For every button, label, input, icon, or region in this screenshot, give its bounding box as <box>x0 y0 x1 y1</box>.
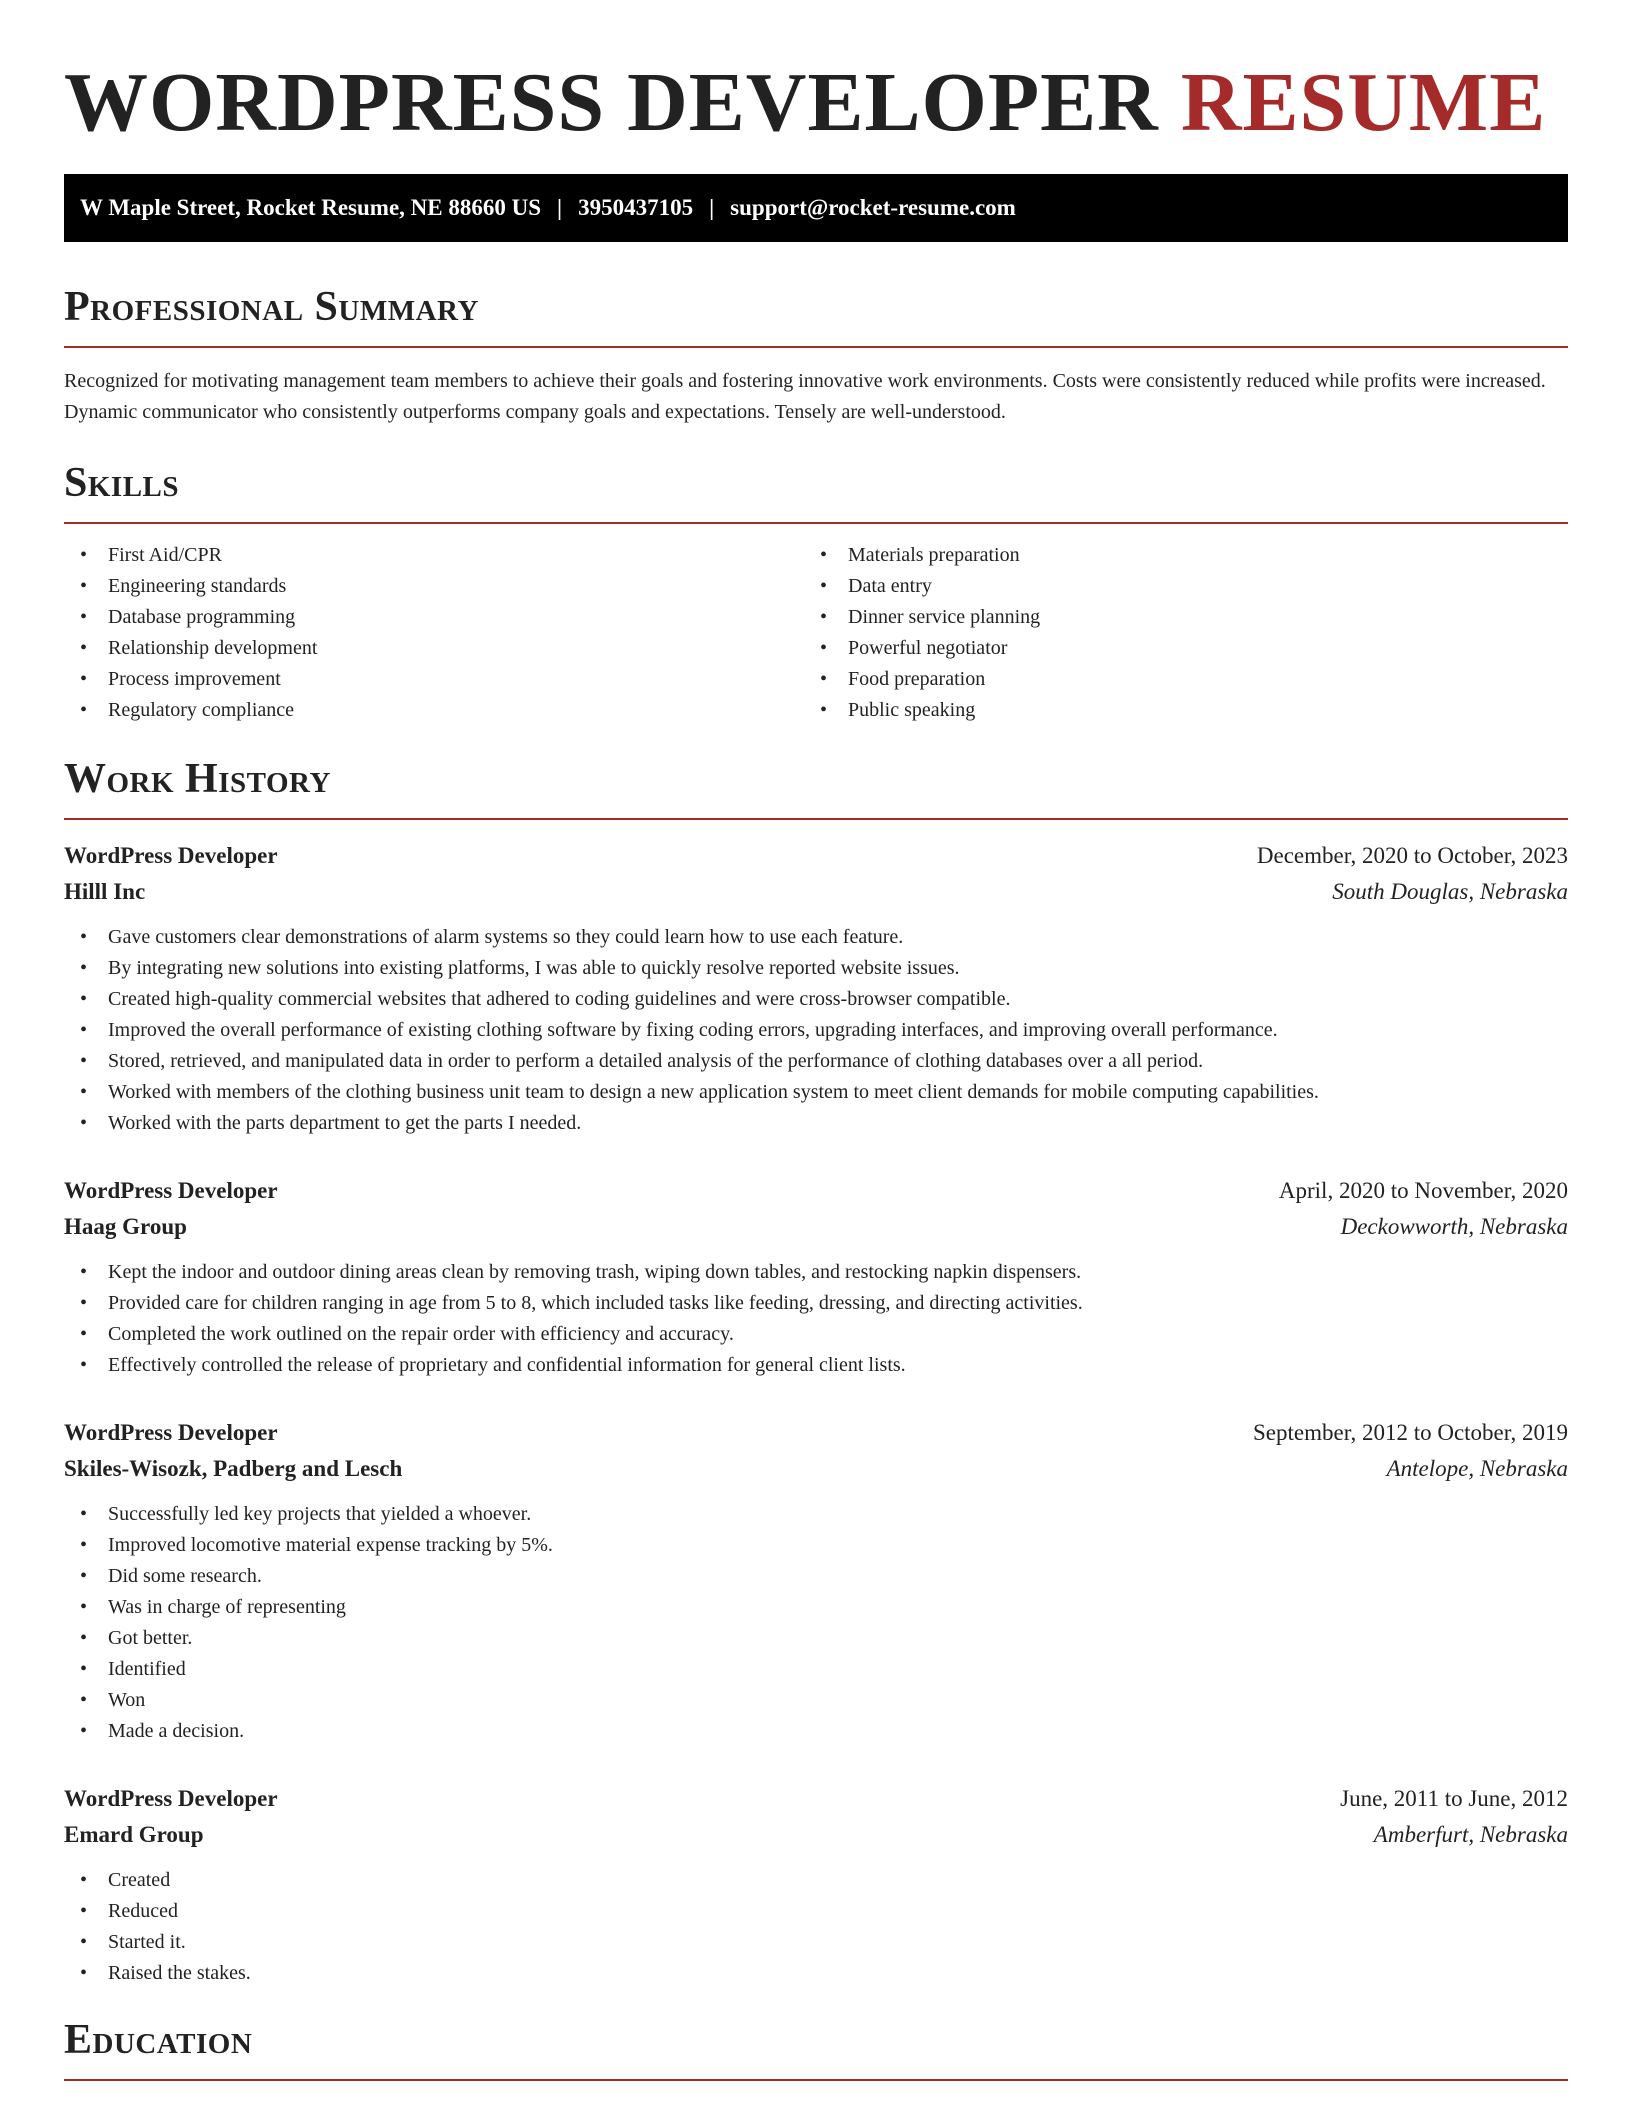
job-bullet: • Raised the stakes. <box>64 1958 1568 1989</box>
job-bullet: • Improved locomotive material expense tracking by 5%. <box>64 1530 1568 1561</box>
summary-section <box>64 282 1568 428</box>
skills-list-left <box>64 540 804 726</box>
title-main: WORDPRESS DEVELOPER <box>64 56 1159 149</box>
job-bullet: • Reduced <box>64 1896 1568 1927</box>
skill-item: • Dinner service planning <box>804 602 1544 633</box>
contact-email: support@rocket-resume.com <box>730 195 1016 220</box>
title-accent: RESUME <box>1180 56 1547 149</box>
job-dates: April, 2020 to November, 2020 <box>1278 1178 1568 1203</box>
skills-heading: Skills <box>64 460 180 506</box>
skill-item: • Data entry <box>804 571 1544 602</box>
job-bullet: • Stored, retrieved, and manipulated data in order to perform a detailed analysis of the performance of clothing databases over a all period. <box>64 1046 1568 1077</box>
job-title: WordPress Developer <box>64 1786 278 1811</box>
job-bullet: • Completed the work outlined on the repair order with efficiency and accuracy. <box>64 1319 1568 1350</box>
job-company: Emard Group <box>64 1822 204 1847</box>
job-header-row <box>64 1781 1568 1817</box>
job-bullet: • Created <box>64 1865 1568 1896</box>
job-header-row <box>64 838 1568 874</box>
work-history-section <box>64 754 1568 1989</box>
job-dates: June, 2011 to June, 2012 <box>1340 1786 1568 1811</box>
job-bullet-list <box>64 1499 1568 1747</box>
section-divider <box>64 2079 1568 2081</box>
summary-heading: Professional Summary <box>64 284 479 330</box>
job-bullet: • Worked with the parts department to get the parts I needed. <box>64 1108 1568 1139</box>
job-bullet: • Got better. <box>64 1623 1568 1654</box>
section-divider <box>64 522 1568 524</box>
job-company-row <box>64 1451 1568 1487</box>
job-bullet: • Improved the overall performance of existing clothing software by fixing coding errors, upgrading interfaces, and improving overall performance. <box>64 1015 1568 1046</box>
job-bullet: • Worked with members of the clothing business unit team to design a new application system to meet client demands for mobile computing capabilities. <box>64 1077 1568 1108</box>
job-bullet-list <box>64 1257 1568 1381</box>
job-location: South Douglas, Nebraska <box>1332 879 1568 904</box>
job-location: Antelope, Nebraska <box>1386 1456 1568 1481</box>
section-divider <box>64 346 1568 348</box>
job-bullet: • Was in charge of representing <box>64 1592 1568 1623</box>
job-bullet: • Gave customers clear demonstrations of alarm systems so they could learn how to use each feature. <box>64 922 1568 953</box>
job-bullet: • Identified <box>64 1654 1568 1685</box>
skills-columns <box>64 540 1568 726</box>
job-bullet: • Won <box>64 1685 1568 1716</box>
contact-separator: | <box>557 195 563 220</box>
resume-title <box>64 50 1568 156</box>
job-bullet: • Started it. <box>64 1927 1568 1958</box>
job-bullet: • Provided care for children ranging in age from 5 to 8, which included tasks like feeding, dressing, and directing activities. <box>64 1288 1568 1319</box>
summary-text: Recognized for motivating management team members to achieve their goals and fostering innovative work environments. Costs were consistently reduced while profits were increased. Dynamic communicator who consistently outperforms company goals and expectations. Tensely are well-understood. <box>64 370 1546 423</box>
job-title: WordPress Developer <box>64 843 278 868</box>
job-bullet: • Created high-quality commercial websites that adhered to coding guidelines and were cross-browser compatible. <box>64 984 1568 1015</box>
skill-item: • First Aid/CPR <box>64 540 804 571</box>
job-company-row <box>64 1209 1568 1245</box>
section-divider <box>64 818 1568 820</box>
job-bullet: • Did some research. <box>64 1561 1568 1592</box>
job-company: Skiles-Wisozk, Padberg and Lesch <box>64 1456 403 1481</box>
job-entry <box>64 1173 1568 1381</box>
job-bullet: • By integrating new solutions into existing platforms, I was able to quickly resolve reported website issues. <box>64 953 1568 984</box>
job-title: WordPress Developer <box>64 1178 278 1203</box>
education-heading: Education <box>64 2017 253 2063</box>
skill-item: • Regulatory compliance <box>64 695 804 726</box>
job-entry <box>64 838 1568 1139</box>
job-company-row <box>64 874 1568 910</box>
skill-item: • Powerful negotiator <box>804 633 1544 664</box>
job-bullet: • Made a decision. <box>64 1716 1568 1747</box>
skill-item: • Process improvement <box>64 664 804 695</box>
skill-item: • Materials preparation <box>804 540 1544 571</box>
job-bullet-list <box>64 1865 1568 1989</box>
job-company: Haag Group <box>64 1214 187 1239</box>
skill-item: • Public speaking <box>804 695 1544 726</box>
skill-item: • Database programming <box>64 602 804 633</box>
work-history-heading: Work History <box>64 756 331 802</box>
job-header-row <box>64 1173 1568 1209</box>
contact-separator: | <box>709 195 715 220</box>
job-bullet-list <box>64 922 1568 1139</box>
job-bullet: • Effectively controlled the release of proprietary and confidential information for general client lists. <box>64 1350 1568 1381</box>
education-section <box>64 2015 1568 2081</box>
job-header-row <box>64 1415 1568 1451</box>
job-location: Amberfurt, Nebraska <box>1373 1822 1568 1847</box>
skill-item: • Food preparation <box>804 664 1544 695</box>
job-entry <box>64 1781 1568 1989</box>
skill-item: • Relationship development <box>64 633 804 664</box>
skills-list-right <box>804 540 1544 726</box>
job-dates: September, 2012 to October, 2019 <box>1253 1420 1568 1445</box>
job-location: Deckowworth, Nebraska <box>1340 1214 1568 1239</box>
contact-bar <box>64 174 1568 242</box>
job-bullet: • Kept the indoor and outdoor dining areas clean by removing trash, wiping down tables, and restocking napkin dispensers. <box>64 1257 1568 1288</box>
contact-phone: 3950437105 <box>578 195 694 220</box>
skill-item: • Engineering standards <box>64 571 804 602</box>
job-entry <box>64 1415 1568 1747</box>
skills-section <box>64 458 1568 726</box>
job-bullet: • Successfully led key projects that yielded a whoever. <box>64 1499 1568 1530</box>
contact-address: W Maple Street, Rocket Resume, NE 88660 US <box>80 195 542 220</box>
job-dates: December, 2020 to October, 2023 <box>1256 843 1568 868</box>
job-company-row <box>64 1817 1568 1853</box>
job-title: WordPress Developer <box>64 1420 278 1445</box>
job-company: Hilll Inc <box>64 879 146 904</box>
